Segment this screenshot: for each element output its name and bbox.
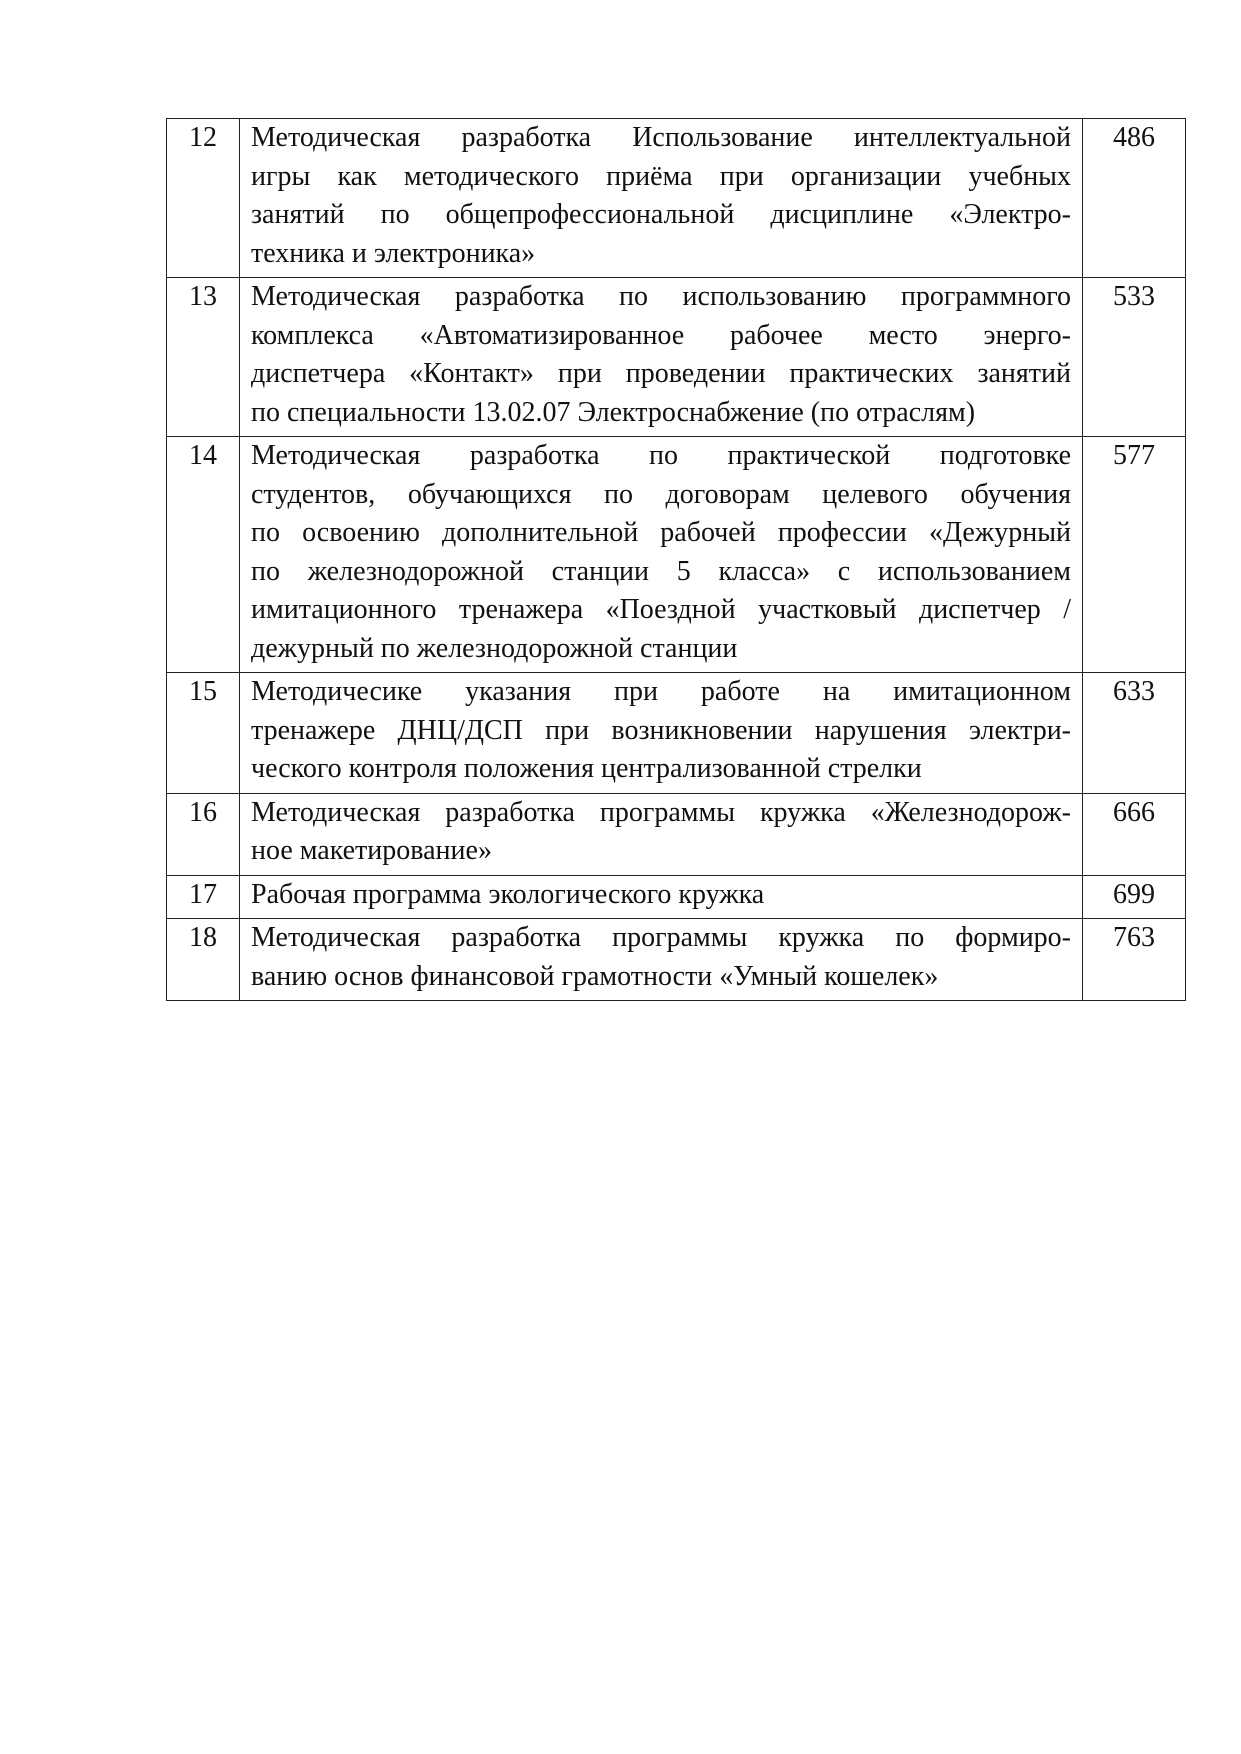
title-line: по специальности 13.02.07 Электроснабжение (по отраслям) bbox=[251, 396, 976, 428]
toc-body bbox=[167, 119, 1186, 1001]
row-number: 17 bbox=[167, 875, 240, 919]
row-title bbox=[240, 278, 1083, 437]
row-title bbox=[240, 875, 1083, 919]
title-line: тренажере ДНЦ/ДСП при возникновении нарушения электри- bbox=[251, 714, 1071, 746]
title-line: игры как методического приёма при организации учебных bbox=[251, 160, 1071, 192]
row-title bbox=[240, 437, 1083, 673]
table-row bbox=[167, 793, 1186, 875]
row-title bbox=[240, 673, 1083, 794]
title-line: ное макетирование» bbox=[251, 835, 492, 866]
row-number: 16 bbox=[167, 793, 240, 875]
title-line: диспетчера «Контакт» при проведении практических занятий bbox=[251, 358, 1071, 389]
table-row bbox=[167, 673, 1186, 794]
row-number: 18 bbox=[167, 919, 240, 1001]
title-line: Методическая разработка по использованию программного bbox=[251, 281, 1071, 312]
table-row bbox=[167, 437, 1186, 673]
row-number: 13 bbox=[167, 278, 240, 437]
title-line: Методическая разработка Использование интеллектуальной bbox=[251, 122, 1071, 153]
title-line: Методическая разработка программы кружка по формиро- bbox=[251, 922, 1071, 953]
title-line: имитационного тренажера «Поездной участковый диспетчер / bbox=[251, 594, 1071, 625]
row-page-number: 699 bbox=[1083, 875, 1186, 919]
table-row bbox=[167, 278, 1186, 437]
title-line: техника и электроника» bbox=[251, 237, 536, 269]
row-page-number: 577 bbox=[1083, 437, 1186, 673]
table-row bbox=[167, 919, 1186, 1001]
title-line: ческого контроля положения централизованной стрелки bbox=[251, 753, 922, 784]
table-row bbox=[167, 875, 1186, 919]
row-number: 15 bbox=[167, 673, 240, 794]
row-title bbox=[240, 119, 1083, 278]
row-page-number: 633 bbox=[1083, 673, 1186, 794]
row-number: 12 bbox=[167, 119, 240, 278]
row-title bbox=[240, 793, 1083, 875]
row-page-number: 666 bbox=[1083, 793, 1186, 875]
row-page-number: 763 bbox=[1083, 919, 1186, 1001]
title-line: занятий по общепрофессиональной дисциплине «Электро- bbox=[251, 199, 1071, 230]
title-line: Рабочая программа экологического кружка bbox=[251, 878, 765, 910]
table-of-contents bbox=[166, 118, 1186, 1001]
title-line: по железнодорожной станции 5 класса» с использованием bbox=[251, 555, 1071, 587]
row-number: 14 bbox=[167, 437, 240, 673]
title-line: дежурный по железнодорожной станции bbox=[251, 632, 738, 664]
title-line: Методическая разработка по практической подготовке bbox=[251, 440, 1071, 471]
title-line: студентов, обучающихся по договорам целевого обучения bbox=[251, 478, 1071, 510]
title-line: ванию основ финансовой грамотности «Умный кошелек» bbox=[251, 960, 939, 992]
table-row bbox=[167, 119, 1186, 278]
title-line: комплекса «Автоматизированное рабочее место энерго- bbox=[251, 319, 1071, 351]
row-page-number: 533 bbox=[1083, 278, 1186, 437]
title-line: Методическая разработка программы кружка «Железнодорож- bbox=[251, 796, 1071, 828]
row-title bbox=[240, 919, 1083, 1001]
title-line: Методичесике указания при работе на имитационном bbox=[251, 676, 1071, 707]
row-page-number: 486 bbox=[1083, 119, 1186, 278]
title-line: по освоению дополнительной рабочей профессии «Дежурный bbox=[251, 517, 1071, 548]
